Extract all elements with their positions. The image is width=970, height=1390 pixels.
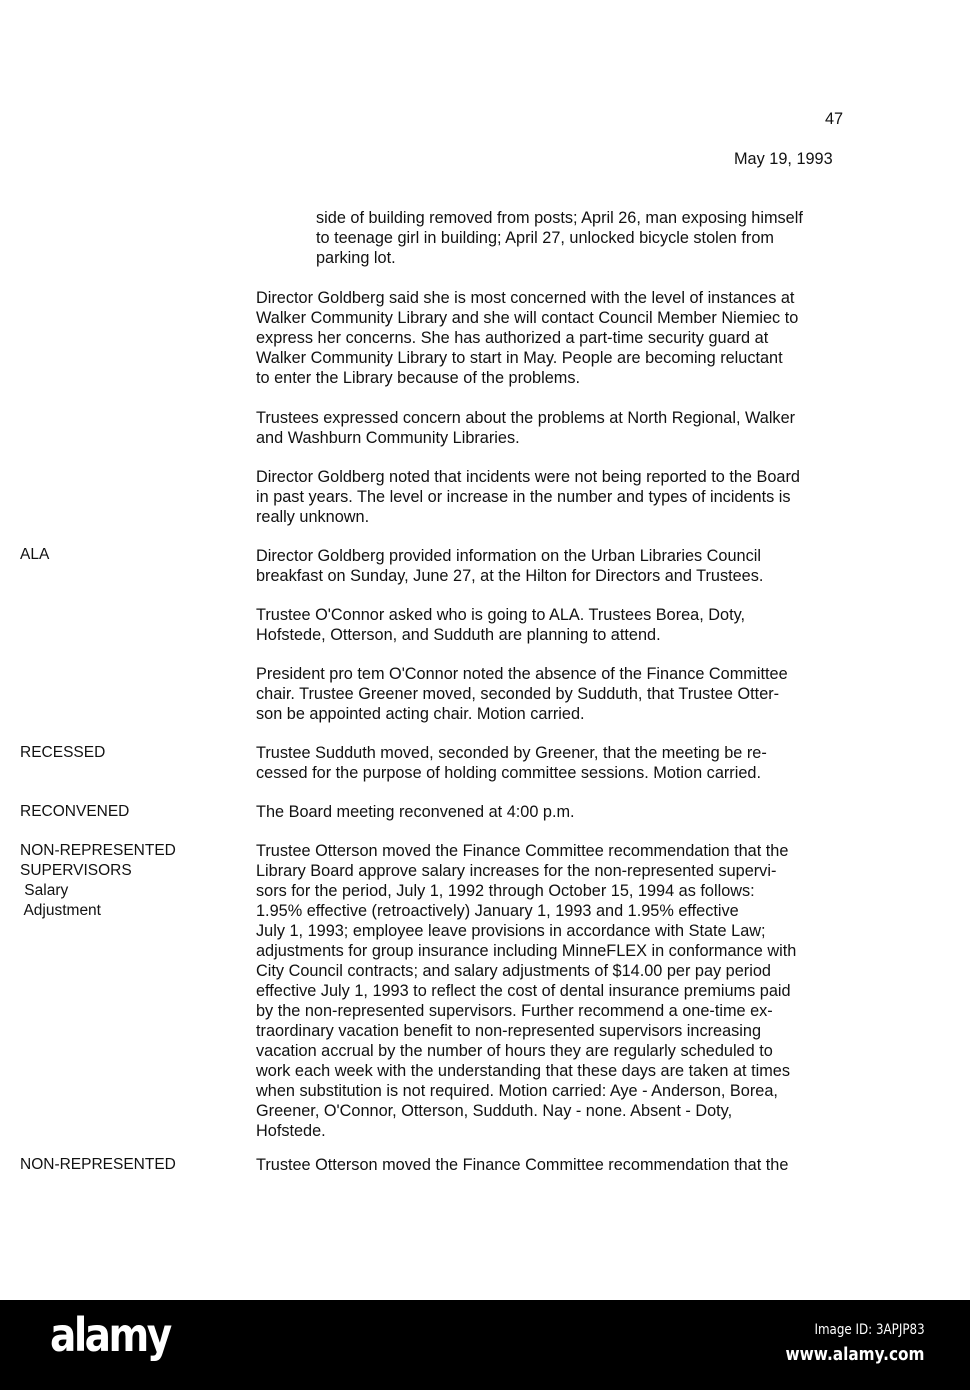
text-line: 1.95% effective (retroactively) January 1, 1993 and 1.95% effective xyxy=(256,902,739,920)
text-line: son be appointed acting chair. Motion carried. xyxy=(256,705,585,723)
text-line: cessed for the purpose of holding committee sessions. Motion carried. xyxy=(256,764,761,782)
text-line: Trustee Otterson moved the Finance Committee recommendation that the xyxy=(256,1156,789,1174)
text-line: express her concerns. She has authorized a part-time security guard at xyxy=(256,329,769,347)
side-label-reconvened: RECONVENED xyxy=(20,803,130,820)
text-line: July 1, 1993; employee leave provisions in accordance with State Law; xyxy=(256,922,766,940)
text-line: work each week with the understanding that these days are taken at times xyxy=(256,1062,790,1080)
text-line: side of building removed from posts; April 26, man exposing himself xyxy=(316,209,803,227)
watermark-banner xyxy=(0,1300,970,1390)
text-line: Trustee O'Connor asked who is going to ALA. Trustees Borea, Doty, xyxy=(256,606,746,624)
paragraph xyxy=(256,546,763,586)
paragraph xyxy=(256,467,800,527)
text-line: in past years. The level or increase in the number and types of incidents is xyxy=(256,488,791,506)
text-line: chair. Trustee Greener moved, seconded by Sudduth, that Trustee Otter- xyxy=(256,685,780,703)
text-line: President pro tem O'Connor noted the absence of the Finance Committee xyxy=(256,665,788,683)
text-line: effective July 1, 1993 to reflect the cost of dental insurance premiums paid xyxy=(256,982,791,1000)
paragraph xyxy=(256,1155,788,1175)
page-number: 47 xyxy=(825,110,844,128)
text-line: breakfast on Sunday, June 27, at the Hilton for Directors and Trustees. xyxy=(256,567,764,585)
text-line: Greener, O'Connor, Otterson, Sudduth. Nay - none. Absent - Doty, xyxy=(256,1102,733,1120)
site-url: www.alamy.com xyxy=(786,1344,925,1365)
text-line: Hofstede, Otterson, and Sudduth are planning to attend. xyxy=(256,626,661,644)
paragraph xyxy=(256,605,745,645)
image-id: Image ID: 3APJP83 xyxy=(814,1322,925,1338)
paragraph xyxy=(256,802,575,822)
alamy-logo: alamy xyxy=(50,1308,170,1362)
text-line: sors for the period, July 1, 1992 through October 15, 1994 as follows: xyxy=(256,882,755,900)
text-line: Walker Community Library and she will contact Council Member Niemiec to xyxy=(256,309,799,327)
side-label-nonrep-salary: NON-REPRESENTED SUPERVISORS Salary Adjustment xyxy=(20,842,176,919)
text-line: really unknown. xyxy=(256,508,370,526)
side-label-nonrep: NON-REPRESENTED xyxy=(20,1156,176,1173)
paragraph xyxy=(256,288,798,388)
text-line: to teenage girl in building; April 27, unlocked bicycle stolen from xyxy=(316,229,774,247)
text-line: Library Board approve salary increases for the non-represented supervi- xyxy=(256,862,777,880)
text-line: vacation accrual by the number of hours they are regularly scheduled to xyxy=(256,1042,773,1060)
side-label-recessed: RECESSED xyxy=(20,744,106,761)
text-line: Director Goldberg provided information on the Urban Libraries Council xyxy=(256,547,761,565)
text-line: traordinary vacation benefit to non-represented supervisors increasing xyxy=(256,1022,761,1040)
side-label-ala: ALA xyxy=(20,546,50,563)
text-line: Trustees expressed concern about the problems at North Regional, Walker xyxy=(256,409,796,427)
text-line: Trustee Sudduth moved, seconded by Greener, that the meeting be re- xyxy=(256,744,767,762)
document-date: May 19, 1993 xyxy=(734,150,833,168)
text-line: City Council contracts; and salary adjustments of $14.00 per pay period xyxy=(256,962,771,980)
text-line: to enter the Library because of the problems. xyxy=(256,369,581,387)
text-line: Hofstede. xyxy=(256,1122,326,1140)
text-line: parking lot. xyxy=(316,249,396,267)
text-line: by the non-represented supervisors. Further recommend a one-time ex- xyxy=(256,1002,773,1020)
paragraph xyxy=(316,208,803,268)
text-line: adjustments for group insurance including MinneFLEX in conformance with xyxy=(256,942,797,960)
text-line: Walker Community Library to start in May. People are becoming reluctant xyxy=(256,349,783,367)
paragraph xyxy=(256,664,788,724)
text-line: The Board meeting reconvened at 4:00 p.m. xyxy=(256,803,575,821)
paragraph xyxy=(256,841,796,1141)
text-line: Director Goldberg said she is most concerned with the level of instances at xyxy=(256,289,795,307)
paragraph xyxy=(256,408,795,448)
text-line: and Washburn Community Libraries. xyxy=(256,429,520,447)
text-line: Trustee Otterson moved the Finance Committee recommendation that the xyxy=(256,842,789,860)
text-line: when substitution is not required. Motion carried: Aye - Anderson, Borea, xyxy=(256,1082,778,1100)
text-line: Director Goldberg noted that incidents were not being reported to the Board xyxy=(256,468,800,486)
paragraph xyxy=(256,743,767,783)
